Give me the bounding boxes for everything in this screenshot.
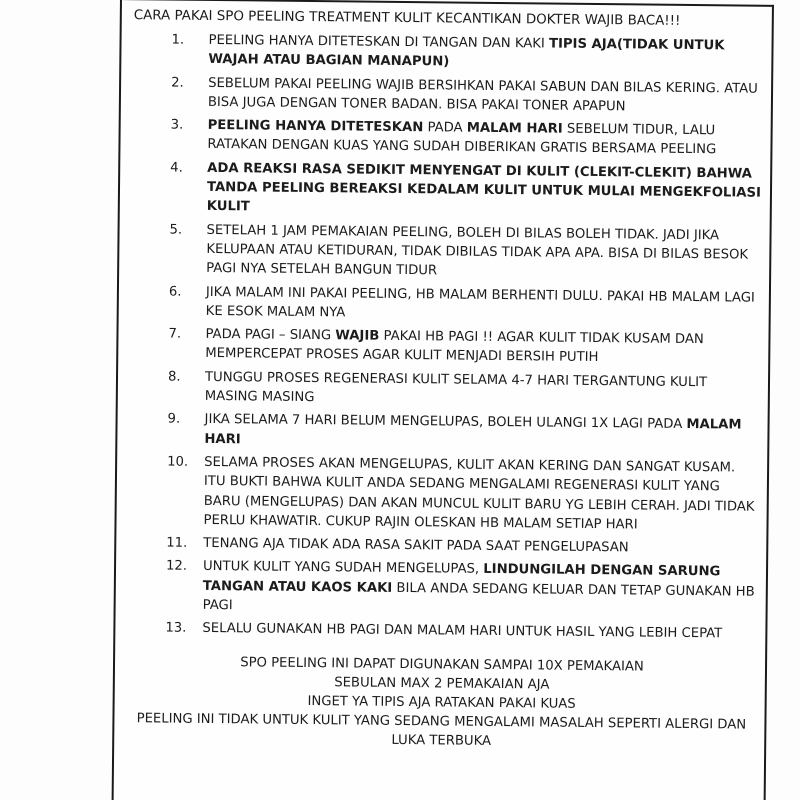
item-number: 13. [165,620,187,637]
footer-line: SPO PEELING INI DAPAT DIGUNAKAN SAMPAI 10X PEMAKAIAN [240,654,644,675]
item-text [203,455,754,532]
item-text [205,327,704,365]
list-item [130,367,760,412]
item-number: 10. [167,454,189,470]
item-text [207,118,716,158]
item-text-segment: SEBELUM PAKAI PEELING WAJIB BERSIHKAN PAKAI SABUN DAN BILAS KERING. ATAU BISA JUGA DENGAN TONER BADAN. BISA PAKAI TONER APAPUN [207,75,758,115]
list-item [132,115,762,160]
item-number: 6. [168,284,182,300]
footer-line: PEELING INI TIDAK UNTUK KULIT YANG SEDANG MENGALAMI MASALAH SEPERTI ALERGI DAN LUKA TERBUKA [136,710,747,749]
item-number: 2. [171,75,184,91]
list-item [128,452,759,536]
item-text-segment: TENANG AJA TIDAK ADA RASA SAKIT PADA SAAT PENGELUPASAN [203,536,629,556]
list-item [131,282,761,327]
item-text [205,370,707,405]
emphasis-text: LINDUNGILAH DENGAN SARUNG TANGAN ATAU KAOS KAKI [202,562,721,596]
item-text [208,76,758,115]
item-text [203,559,755,613]
item-text-segment: JIKA SELAMA 7 HARI BELUM MENGELUPAS, BOLEH ULANGI 1X LAGI PADA [204,412,687,433]
footer-line: INGET YA TIPIS AJA RATAKAN PAKAI KUAS [307,693,576,712]
item-number: 7. [168,326,182,342]
item-text-segment: SEBELUM TIDUR, LALU RATAKAN DENGAN KUAS YANG SUDAH DIBERIKAN GRATIS BERSAMA PEELING [207,121,717,158]
list-item [129,409,759,454]
item-text-segment: BILA ANDA SEDANG KELUAR DAN TETAP GUNAKAN HB PAGI [202,580,755,614]
item-text [208,33,724,70]
item-text [206,284,755,320]
emphasis-text: MALAM HARI [466,120,563,137]
item-text [206,223,748,279]
emphasis-text: MALAM HARI [204,417,742,447]
list-item [133,30,763,75]
list-item [130,324,760,369]
list-item [132,158,763,222]
item-text [204,412,741,447]
item-text-segment: SELAMA PROSES AKAN MENGELUPAS, KULIT AKAN KERING DAN SANGAT KUSAM. ITU BUKTI BAHWA KULIT ANDA SEDANG MENGALAMI REGENERASI KULIT YANG BARU (MENGELUPAS) DAN AKAN MUNCUL KULIT BARU YG LEBIH CERAH. JADI TIDAK PERLU KHAWATIR. CUKUP RAJIN OLESKAN HB MALAM SETIAP HARI [203,454,755,533]
item-text-segment: JIKA MALAM INI PAKAI PEELING, HB MALAM BERHENTI DULU. PAKAI HB MALAM LAGI KE ESOK MALAM NYA [205,284,755,321]
instruction-list [127,30,763,644]
list-item [128,557,759,621]
item-number: 1. [171,32,185,48]
item-number: 4. [170,160,183,176]
item-text-segment: UNTUK KULIT YANG SUDAH MENGELUPAS, [202,559,484,578]
item-text-segment: SETELAH 1 JAM PEMAKAIAN PEELING, BOLEH DI BILAS BOLEH TIDAK. JADI JIKA KELUPAAN ATAU KETIDURAN, TIDAK DIBILAS TIDAK APA APA. BISA DI BILAS BESOK PAGI NYA SETELAH BANGUN TIDUR [206,222,749,279]
document-body [126,6,764,753]
item-text-segment: PAKAI HB PAGI !! AGAR KULIT TIDAK KUSAM DAN MEMPERCEPAT PROSES AGAR KULIT MENJADI BERSIH PUTIH [205,328,704,366]
item-text [203,536,629,555]
item-text [207,161,761,215]
emphasis-text: WAJIB [335,328,380,344]
item-text [202,621,722,641]
emphasis-text: PEELING HANYA DITETESKAN [207,118,424,136]
item-text-segment: PEELING HANYA DITETESKAN DI TANGAN DAN KAKI [208,32,550,52]
item-text-segment: SELALU GUNAKAN HB PAGI DAN MALAM HARI UNTUK HASIL YANG LEBIH CEPAT [202,621,723,642]
list-item [133,73,763,118]
footer-notes [126,652,757,754]
item-number: 11. [166,535,188,551]
item-number: 8. [167,369,181,385]
footer-line: SEBULAN MAX 2 PEMAKAIAN AJA [334,674,550,693]
instruction-sheet [112,0,774,800]
item-text-segment: PADA PAGI – SIANG [205,327,336,344]
list-item [128,533,758,559]
item-text-segment: PADA [423,120,467,136]
emphasis-text: ADA REAKSI RASA SEDIKIT MENYENGAT DI KULIT (CLEKIT-CLEKIT) BAHWA TANDA PEELING BEREAKSI KEDALAM KULIT UNTUK MULAI MENGEKFOLIASI KULIT [206,160,761,215]
item-text-segment: TUNGGU PROSES REGENERASI KULIT SELAMA 4-7 HARI TERGANTUNG KULIT MASING MASING [204,369,708,406]
emphasis-text: TIPIS AJA(TIDAK UNTUK WAJAH ATAU BAGIAN MANAPUN) [208,36,725,70]
item-number: 3. [170,117,184,133]
item-number: 9. [167,411,181,427]
document-title: CARA PAKAI SPO PEELING TREATMENT KULIT KECANTIKAN DOKTER WAJIB BACA!!! [133,8,681,29]
list-item [131,220,762,284]
item-number: 5. [169,222,183,238]
list-item [127,618,757,644]
item-number: 12. [165,558,188,575]
